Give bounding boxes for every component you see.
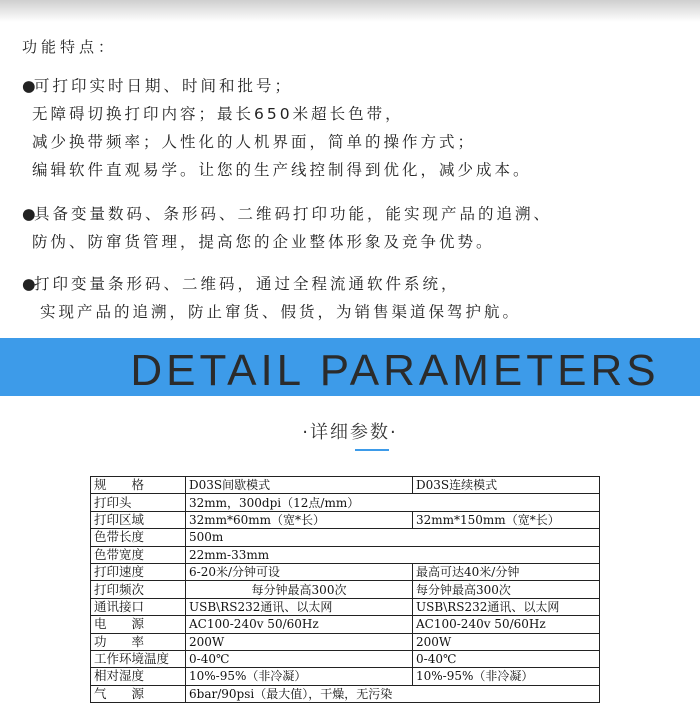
section-title: ·详细参数·: [302, 422, 398, 443]
param-label: 工作环境温度: [91, 650, 186, 667]
param-value: 6-20米/分钟可设: [186, 563, 413, 580]
feature-block-1: [22, 72, 532, 184]
param-label: 通讯接口: [91, 598, 186, 615]
param-label: 打印频次: [91, 581, 186, 598]
feature-line: ●可打印实时日期、时间和批号；: [22, 72, 532, 100]
table-row: [91, 529, 600, 546]
banner-title: DETAIL PARAMETERS: [130, 346, 660, 395]
table-row: [91, 598, 600, 615]
feature-line: 实现产品的追溯，防止窜货、假货，为销售渠道保驾护航。: [40, 303, 522, 321]
feature-line: 编辑软件直观易学。让您的生产线控制得到优化，减少成本。: [32, 161, 532, 179]
param-value: 0-40℃: [186, 650, 413, 667]
section-underline: [355, 449, 389, 451]
feature-line: 防伪、防窜货管理，提高您的企业整体形象及竞争优势。: [32, 233, 495, 251]
param-value: 22mm-33mm: [186, 546, 600, 563]
feature-block-2: [22, 200, 552, 256]
param-value: AC100-240v 50/60Hz: [413, 616, 600, 633]
param-label: 规 格: [91, 477, 186, 494]
param-value: 每分钟最高300次: [413, 581, 600, 598]
table-row: [91, 546, 600, 563]
feature-line: 减少换带频率；人性化的人机界面，简单的操作方式；: [32, 133, 477, 151]
param-value: 0-40℃: [413, 650, 600, 667]
param-label: 色带长度: [91, 529, 186, 546]
param-value: D03S连续模式: [413, 477, 600, 494]
param-value: 32mm*150mm（宽*长）: [413, 511, 600, 528]
param-label: 功 率: [91, 633, 186, 650]
param-value: 32mm，300dpi（12点/mm）: [186, 494, 600, 511]
parameters-table: [90, 476, 600, 703]
bullet-icon: ●: [22, 77, 39, 95]
param-label: 打印速度: [91, 563, 186, 580]
table-row: [91, 633, 600, 650]
param-label: 打印区域: [91, 511, 186, 528]
param-value: 500m: [186, 529, 600, 546]
param-value: 每分钟最高300次: [186, 581, 413, 598]
table-row: [91, 668, 600, 685]
param-label: 气 源: [91, 685, 186, 702]
bullet-icon: ●: [22, 205, 39, 223]
param-value: 6bar/90psi（最大值），干燥，无污染: [186, 685, 600, 702]
param-value: 200W: [186, 633, 413, 650]
feature-line: ●打印变量条形码、二维码，通过全程流通软件系统，: [22, 270, 521, 298]
feature-block-3: [22, 270, 521, 326]
param-value: 最高可达40米/分钟: [413, 563, 600, 580]
table-row: [91, 650, 600, 667]
param-value: USB\RS232通讯、以太网: [413, 598, 600, 615]
top-shadow: [0, 0, 700, 22]
param-value: 32mm*60mm（宽*长）: [186, 511, 413, 528]
param-value: USB\RS232通讯、以太网: [186, 598, 413, 615]
table-row: [91, 563, 600, 580]
feature-line: ●具备变量数码、条形码、二维码打印功能，能实现产品的追溯、: [22, 200, 552, 228]
table-row: [91, 616, 600, 633]
param-value: AC100-240v 50/60Hz: [186, 616, 413, 633]
param-label: 电 源: [91, 616, 186, 633]
feature-line: 无障碍切换打印内容；最长650米超长色带，: [32, 105, 404, 123]
table-row: [91, 581, 600, 598]
table-row: [91, 477, 600, 494]
param-label: 色带宽度: [91, 546, 186, 563]
table-row: [91, 511, 600, 528]
param-value: 10%-95%（非冷凝）: [413, 668, 600, 685]
param-value: D03S间歇模式: [186, 477, 413, 494]
table-row: [91, 494, 600, 511]
bullet-icon: ●: [22, 275, 39, 293]
features-title: 功能特点：: [22, 38, 118, 56]
param-value: 200W: [413, 633, 600, 650]
param-label: 相对湿度: [91, 668, 186, 685]
param-value: 10%-95%（非冷凝）: [186, 668, 413, 685]
param-label: 打印头: [91, 494, 186, 511]
